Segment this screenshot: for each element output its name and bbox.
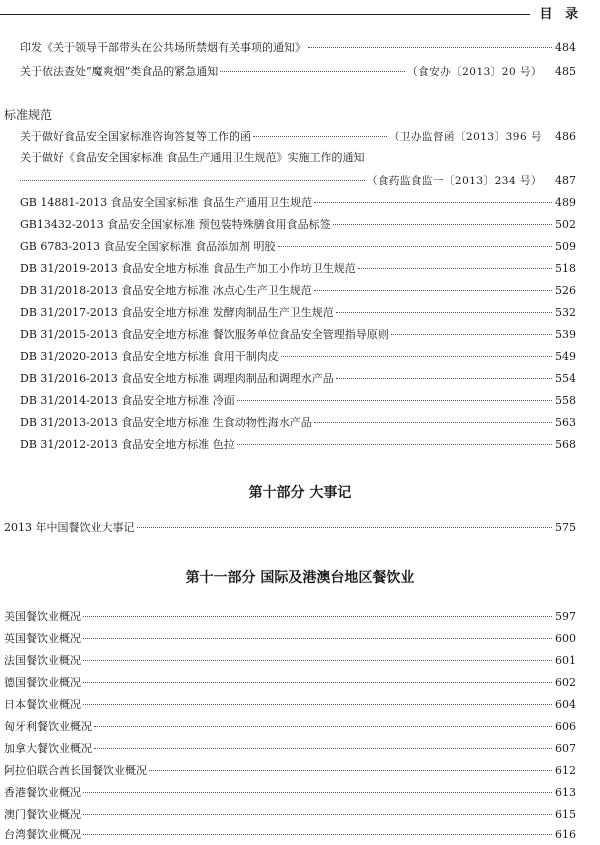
toc-entry-doc-number: （卫办监督函〔2013〕396 号 <box>388 131 542 143</box>
toc-entry[interactable] <box>4 739 576 759</box>
toc-entry-title: 德国餐饮业概况 <box>4 676 81 689</box>
leader-dots <box>358 267 552 269</box>
toc-entry-title: 2013 年中国餐饮业大事记 <box>4 521 135 534</box>
toc-entry-title: 日本餐饮业概况 <box>4 698 81 711</box>
toc-entry[interactable] <box>20 435 576 455</box>
toc-entry-page: 602 <box>555 676 576 689</box>
toc-entry-page: 563 <box>555 416 576 429</box>
header-rule <box>0 14 530 15</box>
leader-dots <box>220 70 405 72</box>
toc-entry[interactable] <box>4 761 576 781</box>
toc-entry[interactable] <box>20 193 576 213</box>
toc-entry-page: 601 <box>555 654 576 667</box>
toc-entry-page: 485 <box>555 65 576 78</box>
toc-entry[interactable] <box>20 281 576 301</box>
toc-entry-page: 539 <box>555 328 576 341</box>
toc-entry-page: 486 <box>555 130 576 143</box>
toc-entry-title: DB 31/2012-2013 食品安全地方标准 色拉 <box>20 438 235 451</box>
toc-entry[interactable] <box>4 805 576 825</box>
toc-entry-title: DB 31/2015-2013 食品安全地方标准 餐饮服务单位食品安全管理指导原则 <box>20 328 389 341</box>
leader-dots <box>314 201 552 203</box>
page-header-title: 目 录 <box>539 7 582 22</box>
leader-dots <box>83 681 552 683</box>
leader-dots <box>137 526 553 528</box>
toc-entry-title: DB 31/2019-2013 食品安全地方标准 食品生产加工小作坊卫生规范 <box>20 262 356 275</box>
toc-entry-page: 518 <box>555 262 576 275</box>
toc-entry[interactable] <box>20 347 576 367</box>
leader-dots <box>253 135 387 137</box>
toc-entry-title: 关于做好食品安全国家标准咨询答复等工作的函 <box>20 130 251 143</box>
leader-dots <box>333 223 552 225</box>
toc-entry-page: 613 <box>555 786 576 799</box>
toc-entry[interactable] <box>20 62 576 82</box>
toc-entry[interactable] <box>20 127 576 147</box>
leader-dots <box>149 769 552 771</box>
toc-entry-page: 612 <box>555 764 576 777</box>
toc-entry-title: DB 31/2017-2013 食品安全地方标准 发酵肉制品生产卫生规范 <box>20 306 334 319</box>
toc-entry-title: 加拿大餐饮业概况 <box>4 742 92 755</box>
toc-entry[interactable] <box>20 391 576 411</box>
toc-entry-title: DB 31/2016-2013 食品安全地方标准 调理肉制品和调理水产品 <box>20 372 334 385</box>
toc-entry[interactable] <box>20 369 576 389</box>
toc-entry[interactable] <box>4 825 576 845</box>
toc-entry-page: 597 <box>555 610 576 623</box>
leader-dots <box>314 289 552 291</box>
toc-entry-page: 489 <box>555 196 576 209</box>
leader-dots <box>237 443 552 445</box>
toc-entry[interactable] <box>4 695 576 715</box>
toc-entry-title: 台湾餐饮业概况 <box>4 828 81 841</box>
toc-entry-title: 法国餐饮业概况 <box>4 654 81 667</box>
toc-entry-page: 532 <box>555 306 576 319</box>
leader-dots <box>94 747 552 749</box>
toc-entry-title: 阿拉伯联合酋长国餐饮业概况 <box>4 764 147 777</box>
leader-dots <box>83 659 552 661</box>
toc-entry[interactable] <box>20 171 576 191</box>
leader-dots <box>83 615 552 617</box>
leader-dots <box>83 703 552 705</box>
toc-entry-page: 604 <box>555 698 576 711</box>
leader-dots <box>20 179 365 181</box>
leader-dots <box>237 399 552 401</box>
leader-dots <box>278 245 552 247</box>
toc-entry[interactable] <box>4 518 576 538</box>
toc-entry-title: DB 31/2014-2013 食品安全地方标准 冷面 <box>20 394 235 407</box>
part-heading: 第十一部分 国际及港澳台地区餐饮业 <box>185 570 415 586</box>
toc-entry-doc-number: （食安办〔2013〕20 号） <box>407 66 542 78</box>
toc-entry-page: 526 <box>555 284 576 297</box>
toc-entry[interactable] <box>4 717 576 737</box>
toc-entry-page: 509 <box>555 240 576 253</box>
toc-entry-page: 616 <box>555 828 576 841</box>
leader-dots <box>83 637 552 639</box>
toc-entry-title: 香港餐饮业概况 <box>4 786 81 799</box>
toc-entry-title: GB13432-2013 食品安全国家标准 预包装特殊膳食用食品标签 <box>20 218 331 231</box>
part-heading: 第十部分 大事记 <box>248 485 352 501</box>
toc-entry-page: 600 <box>555 632 576 645</box>
toc-entry-page: 549 <box>555 350 576 363</box>
toc-entry-page: 575 <box>555 521 576 534</box>
toc-entry-page: 607 <box>555 742 576 755</box>
leader-dots <box>83 791 552 793</box>
leader-dots <box>281 355 552 357</box>
leader-dots <box>336 377 552 379</box>
leader-dots <box>308 46 552 48</box>
toc-entry[interactable] <box>20 215 576 235</box>
toc-entry[interactable] <box>20 325 576 345</box>
leader-dots <box>314 421 552 423</box>
toc-entry[interactable] <box>20 259 576 279</box>
toc-entry-title: 匈牙利餐饮业概况 <box>4 720 92 733</box>
toc-entry-page: 615 <box>555 808 576 821</box>
toc-entry-title: GB 14881-2013 食品安全国家标准 食品生产通用卫生规范 <box>20 196 313 209</box>
leader-dots <box>336 311 552 313</box>
toc-entry-title: 印发《关于领导干部带头在公共场所禁烟有关事项的通知》 <box>20 41 306 54</box>
toc-entry[interactable] <box>4 607 576 627</box>
toc-entry[interactable] <box>20 413 576 433</box>
toc-entry-title: 英国餐饮业概况 <box>4 632 81 645</box>
toc-entry-title: DB 31/2018-2013 食品安全地方标准 冰点心生产卫生规范 <box>20 284 312 297</box>
toc-entry[interactable] <box>4 629 576 649</box>
toc-entry-page: 606 <box>555 720 576 733</box>
toc-entry[interactable] <box>20 303 576 323</box>
toc-entry-page: 502 <box>555 218 576 231</box>
leader-dots <box>83 833 552 835</box>
section-label-standards: 标准规范 <box>4 108 53 122</box>
toc-entry[interactable] <box>4 783 576 803</box>
toc-entry-title: 关于依法查处“魔爽烟”类食品的紧急通知 <box>20 65 219 78</box>
toc-entry-page: 554 <box>555 372 576 385</box>
toc-entry-title-line1[interactable]: 关于做好《食品安全国家标准 食品生产通用卫生规范》实施工作的通知 <box>20 151 365 164</box>
toc-entry-title: 澳门餐饮业概况 <box>4 808 81 821</box>
toc-entry-title: GB 6783-2013 食品安全国家标准 食品添加剂 明胶 <box>20 240 276 253</box>
toc-entry[interactable] <box>4 651 576 671</box>
toc-entry-page: 487 <box>555 174 576 187</box>
toc-entry-page: 568 <box>555 438 576 451</box>
leader-dots <box>94 725 552 727</box>
toc-entry-title: DB 31/2020-2013 食品安全地方标准 食用干制肉皮 <box>20 350 279 363</box>
toc-entry[interactable] <box>20 237 576 257</box>
leader-dots <box>391 333 552 335</box>
toc-entry-page: 484 <box>555 41 576 54</box>
toc-entry-page: 558 <box>555 394 576 407</box>
toc-entry[interactable] <box>20 38 576 58</box>
toc-entry-title: DB 31/2013-2013 食品安全地方标准 生食动物性海水产品 <box>20 416 312 429</box>
leader-dots <box>83 813 552 815</box>
toc-entry[interactable] <box>4 673 576 693</box>
toc-entry-title: 美国餐饮业概况 <box>4 610 81 623</box>
toc-entry-doc-number: （食药监食监一〔2013〕234 号） <box>366 175 542 187</box>
